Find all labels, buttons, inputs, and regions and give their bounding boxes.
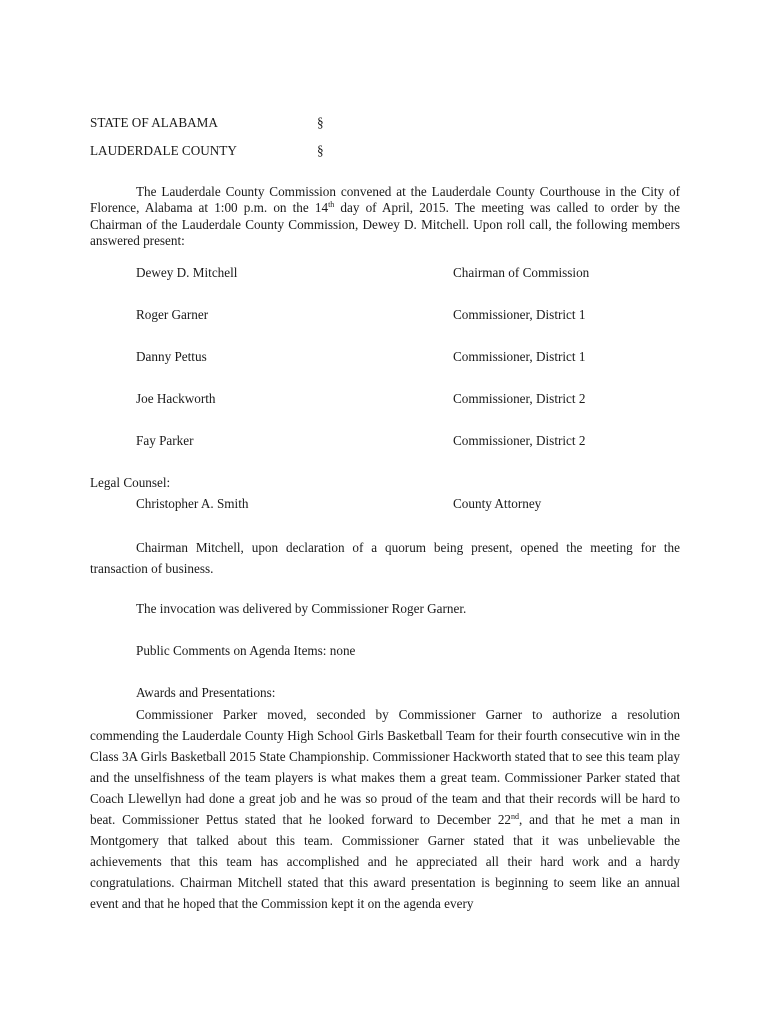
awards-paragraph xyxy=(90,704,680,914)
member-name: Dewey D. Mitchell xyxy=(136,265,238,280)
member-title: Commissioner, District 2 xyxy=(453,433,586,448)
member-name: Fay Parker xyxy=(136,433,194,448)
county-heading: LAUDERDALE COUNTY xyxy=(90,143,237,158)
member-title: Commissioner, District 2 xyxy=(453,391,586,406)
member-title: Commissioner, District 1 xyxy=(453,307,586,322)
section-mark: § xyxy=(317,115,324,130)
attorney-title: County Attorney xyxy=(453,496,542,511)
member-name: Danny Pettus xyxy=(136,349,207,364)
ordinal-suffix: nd xyxy=(511,812,520,821)
intro-text-continued: day of April, 2015. The meeting was called to order by the Chairman of the Lauderdale County Commission, Dewey D. Mitchell. Upon roll call, the following members answered present: xyxy=(90,200,680,249)
awards-heading: Awards and Presentations: xyxy=(136,685,276,700)
awards-text-continued: , and that he met a man in Montgomery that talked about this team. Commissioner Garner stated that it was unbelievable the achievements that this team has accomplished and he appreciated all their hard work and a hardy congratulations. Chairman Mitchell stated that this award presentation is beginning to seem like an annual event and that he hoped that the Commission kept it on the agenda every xyxy=(90,812,681,911)
invocation-line: The invocation was delivered by Commissioner Roger Garner. xyxy=(136,601,467,616)
state-heading: STATE OF ALABAMA xyxy=(90,115,218,130)
ordinal-suffix: th xyxy=(328,200,335,210)
awards-text: Commissioner Parker moved, seconded by Commissioner Garner to authorize a resolution commending the Lauderdale County High School Girls Basketball Team for their fourth consecutive win in the Class 3A Girls Basketball 2015 State Championship. Commissioner Hackworth stated that to see this team play and the unselfishness of the team players is what makes them a great team. Commissioner Parker stated that Coach Llewellyn had done a great job and he was so proud of the team and that their records will be hard to beat. Commissioner Pettus stated that he looked forward to December 22 xyxy=(90,707,680,827)
legal-counsel-heading: Legal Counsel: xyxy=(90,475,171,490)
member-name: Roger Garner xyxy=(136,307,209,322)
public-comments-line: Public Comments on Agenda Items: none xyxy=(136,643,356,658)
quorum-paragraph: Chairman Mitchell, upon declaration of a quorum being present, opened the meeting for the transaction of business. xyxy=(90,540,680,576)
member-title: Commissioner, District 1 xyxy=(453,349,586,364)
section-mark: § xyxy=(317,143,324,158)
intro-text: The Lauderdale County Commission convened at the Lauderdale County Courthouse in the City of Florence, Alabama at 1:00 p.m. on the 14 xyxy=(90,184,680,216)
member-name: Joe Hackworth xyxy=(136,391,216,406)
member-title: Chairman of Commission xyxy=(453,265,590,280)
intro-paragraph xyxy=(90,184,680,250)
attorney-name: Christopher A. Smith xyxy=(136,496,249,511)
